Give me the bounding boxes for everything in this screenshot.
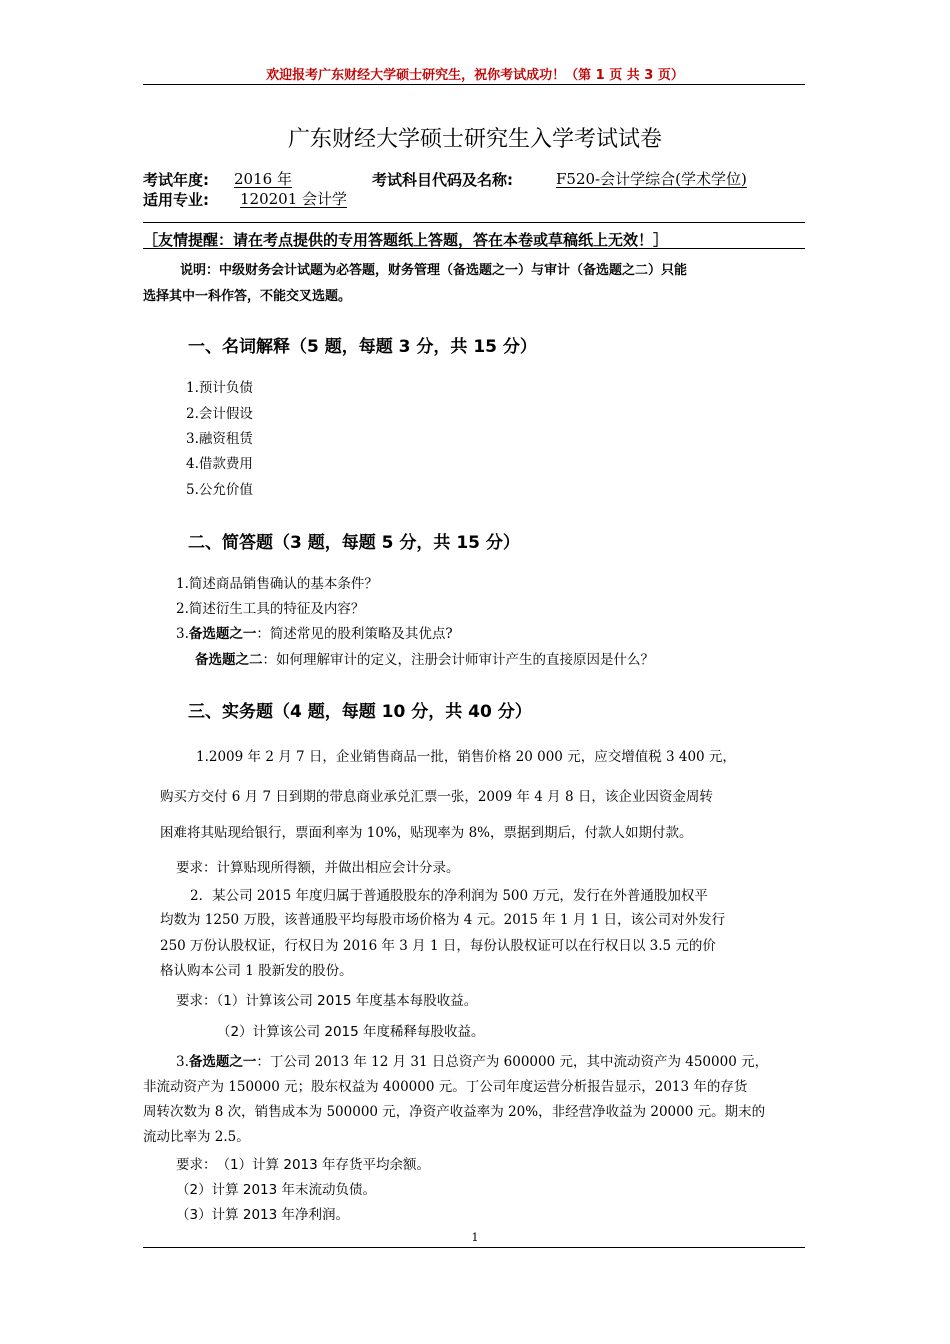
reminder-top-rule (143, 222, 805, 223)
major-value: 120201 会计学 (240, 190, 348, 208)
problem-3-line-2: 非流动资产为 150000 元；股东权益为 400000 元。丁公司年度运营分析报告显示，2013 年的存货 (143, 1079, 748, 1095)
section-2-heading: 二、简答题（3 题，每题 5 分，共 15 分） (188, 533, 520, 553)
page-title: 广东财经大学硕士研究生入学考试试卷 (287, 127, 662, 152)
exam-year-label: 考试年度: (143, 171, 209, 189)
instructions-line-2: 选择其中一科作答，不能交叉选题。 (143, 289, 352, 304)
q3-number: 3. (176, 626, 189, 642)
instructions-line-1: 说明：中级财务会计试题为必答题，财务管理（备选题之一）与审计（备选题之二）只能 (180, 263, 688, 278)
problem-3-requirement-1: 要求： （1）计算 2013 年存货平均余额。 (176, 1157, 431, 1173)
section-1-item: 4.借款费用 (186, 456, 253, 472)
problem-1-line-2: 购买方交付 6 月 7 日到期的带息商业承兑汇票一张，2009 年 4 月 8 日，该企业因资金周转 (160, 789, 713, 805)
section-3-heading: 三、实务题（4 题，每题 10 分，共 40 分） (188, 702, 532, 722)
problem-1-requirement: 要求：计算贴现所得额，并做出相应会计分录。 (176, 860, 460, 876)
problem-2-line-4: 格认购本公司 1 股新发的股份。 (160, 963, 353, 979)
footer-rule (143, 1247, 805, 1248)
exam-subject-label: 考试科目代码及名称: (372, 171, 513, 189)
section-1-item: 2.会计假设 (186, 406, 253, 422)
page-number: 1 (471, 1231, 479, 1244)
major-label: 适用专业: (143, 191, 209, 209)
short-answer-q3-alt2 (195, 648, 654, 668)
problem-3-requirement-2: （2）计算 2013 年末流动负债。 (176, 1182, 377, 1198)
section-1-heading: 一、名词解释（5 题，每题 3 分，共 15 分） (188, 337, 537, 357)
reminder-notice: ［友情提醒：请在考点提供的专用答题纸上答题，答在本卷或草稿纸上无效！］ (143, 231, 669, 249)
problem-1-line-1: 1.2009 年 2 月 7 日，企业销售商品一批，销售价格 20 000 元，应交增值税 3 400 元， (196, 749, 736, 765)
problem-3-line-1 (176, 1050, 768, 1070)
exam-year-value: 2016 年 (234, 170, 292, 188)
section-1-item: 3.融资租赁 (186, 431, 253, 447)
q3-alt1-text: ：简述常见的股利策略及其优点? (256, 626, 453, 642)
problem-2-line-2: 均数为 1250 万股，该普通股平均每股市场价格为 4 元。2015 年 1 月 1 日，该公司对外发行 (160, 912, 726, 928)
section-1-item: 1.预计负债 (186, 380, 253, 396)
problem-2-line-1: 2．某公司 2015 年度归属于普通股股东的净利润为 500 万元，发行在外普通股加权平 (190, 888, 708, 904)
short-answer-q1: 1.简述商品销售确认的基本条件？ (176, 576, 378, 592)
problem-3-number: 3. (176, 1054, 189, 1070)
short-answer-q2: 2.简述衍生工具的特征及内容？ (176, 601, 365, 617)
problem-3-line-3: 周转次数为 8 次，销售成本为 500000 元，净资产收益率为 20%，非经营净收益为 20000 元。期末的 (143, 1104, 766, 1120)
section-1-item: 5.公允价值 (186, 482, 253, 498)
problem-2-requirement-2: （2）计算该公司 2015 年度稀释每股收益。 (217, 1024, 485, 1040)
problem-3-alt-label: 备选题之一 (188, 1054, 257, 1070)
problem-1-line-3: 困难将其贴现给银行，票面利率为 10%，贴现率为 8%，票据到期后，付款人如期付款。 (160, 825, 693, 841)
q3-alt1-label: 备选题之一 (188, 626, 257, 642)
reminder-bottom-rule (143, 248, 805, 249)
header-rule (143, 84, 805, 85)
problem-2-line-3: 250 万份认股权证，行权日为 2016 年 3 月 1 日，每份认股权证可以在行权日以 3.5 元的价 (160, 938, 716, 954)
problem-2-requirement-1: 要求：（1）计算该公司 2015 年度基本每股收益。 (176, 993, 478, 1009)
short-answer-q3-alt1 (176, 622, 453, 642)
problem-3-requirement-3: （3）计算 2013 年净利润。 (176, 1207, 350, 1223)
q3-alt2-text: ：如何理解审计的定义，注册会计师审计产生的直接原因是什么？ (262, 652, 654, 668)
problem-3-line-1-text: ：丁公司 2013 年 12 月 31 日总资产为 600000 元，其中流动资产为 450000 元， (256, 1054, 769, 1070)
problem-3-line-4: 流动比率为 2.5。 (143, 1129, 250, 1145)
exam-subject-value: F520-会计学综合(学术学位) (556, 170, 747, 188)
header-banner: 欢迎报考广东财经大学硕士研究生，祝你考试成功！（第 1 页 共 3 页） (266, 68, 684, 83)
q3-alt2-label: 备选题之二 (195, 652, 263, 668)
